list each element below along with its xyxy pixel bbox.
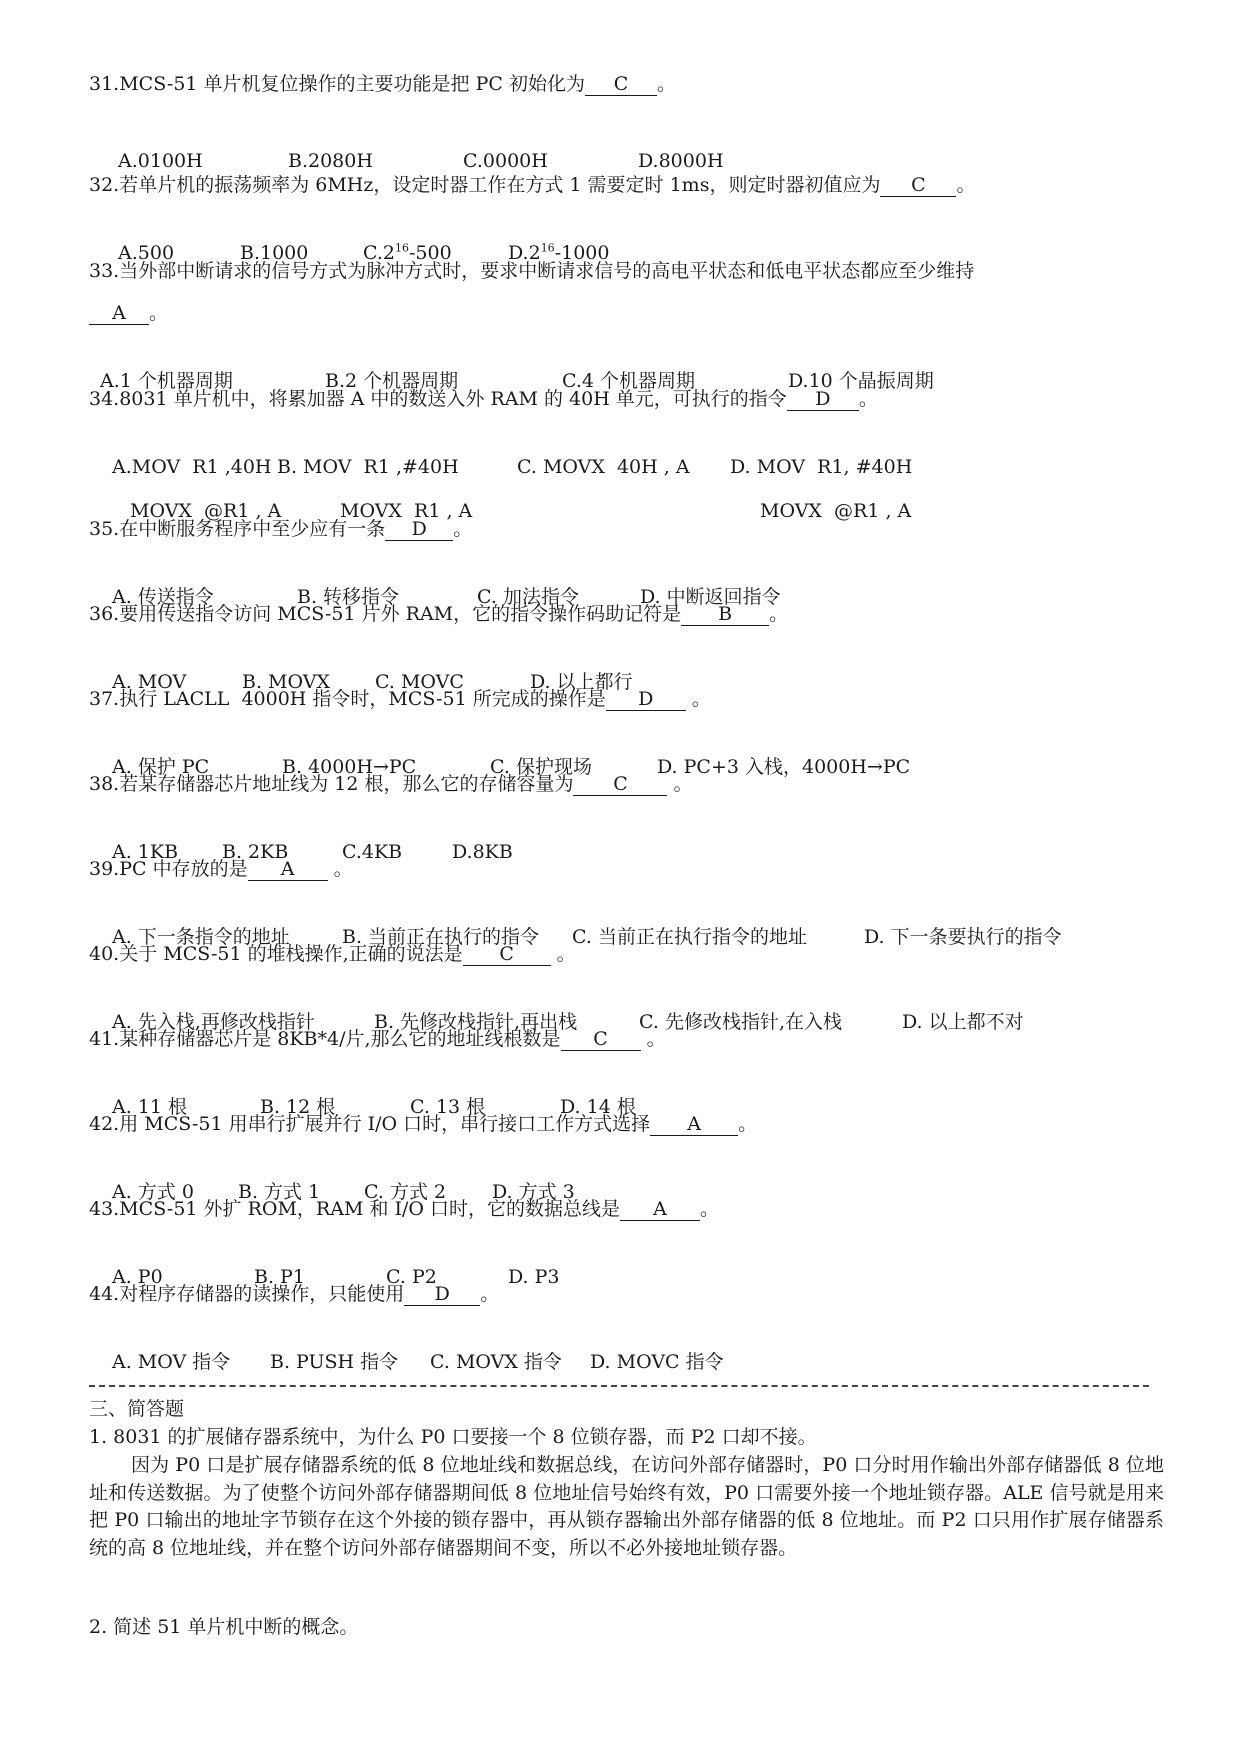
- question-36: 36.要用传送指令访问 MCS-51 片外 RAM，它的指令操作码助记符是 B 。: [89, 603, 789, 625]
- answer-blank: D: [404, 1283, 480, 1306]
- short-answer-question-1: 1. 8031 的扩展储存器系统中，为什么 P0 口要接一个 8 位锁存器，而 P2 口却不接。: [89, 1426, 817, 1448]
- options-34-line2: MOVX @R1 , A MOVX R1 , A MOVX @R1 , A: [130, 500, 912, 522]
- answer-blank: C: [880, 174, 956, 197]
- question-33: 33.当外部中断请求的信号方式为脉冲方式时，要求中断请求信号的高电平状态和低电平状态都应至少维持: [89, 260, 975, 282]
- options-40: A. 先入栈,再修改栈指针 B. 先修改栈指针,再出栈 C. 先修改栈指针,在入栈 D. 以上都不对: [112, 1011, 1024, 1033]
- question-38: 38.若某存储器芯片地址线为 12 根，那么它的存储容量为 C 。: [89, 773, 693, 795]
- options-44: A. MOV 指令 B. PUSH 指令 C. MOVX 指令 D. MOVC 指令: [112, 1351, 724, 1373]
- answer-blank: B: [681, 603, 769, 626]
- short-answer-question-2: 2. 简述 51 单片机中断的概念。: [89, 1616, 359, 1638]
- answer-blank: D: [385, 518, 453, 541]
- answer-blank: A: [89, 302, 149, 325]
- options-38: A. 1KB B. 2KB C.4KB D.8KB: [112, 841, 513, 863]
- answer-blank: C: [561, 1028, 641, 1051]
- answer-blank: A: [248, 858, 328, 881]
- options-42: A. 方式 0 B. 方式 1 C. 方式 2 D. 方式 3: [112, 1181, 575, 1203]
- question-31: 31.MCS-51 单片机复位操作的主要功能是把 PC 初始化为 C 。: [89, 73, 676, 95]
- question-39: 39.PC 中存放的是 A 。: [89, 858, 353, 880]
- answer-blank: A: [650, 1113, 738, 1136]
- question-40: 40.关于 MCS-51 的堆栈操作,正确的说法是 C 。: [89, 943, 576, 965]
- section-title: 三、简答题: [89, 1398, 185, 1420]
- answer-blank: D: [787, 388, 859, 411]
- question-43: 43.MCS-51 外扩 ROM，RAM 和 I/O 口时，它的数据总线是 A 。: [89, 1198, 720, 1220]
- question-42: 42.用 MCS-51 用串行扩展并行 I/O 口时，串行接口工作方式选择 A 。: [89, 1113, 758, 1135]
- options-34: A.MOV R1 ,40H B. MOV R1 ,#40H C. MOVX 40H , A D. MOV R1, #40H: [112, 456, 913, 478]
- options-43: A. P0 B. P1 C. P2 D. P3: [112, 1266, 560, 1288]
- question-41: 41.某种存储器芯片是 8KB*4/片,那么它的地址线根数是 C 。: [89, 1028, 666, 1050]
- options-37: A. 保护 PC B. 4000H→PC C. 保护现场 D. PC+3 入栈，4000H→PC: [112, 756, 911, 778]
- question-33-cont: A 。: [89, 300, 168, 326]
- options-31: A.0100H B.2080H C.0000H D.8000H: [118, 150, 724, 172]
- answer-blank: C: [585, 73, 657, 96]
- question-35: 35.在中断服务程序中至少应有一条 D 。: [89, 518, 473, 540]
- short-answer-answer-1: 因为 P0 口是扩展存储器系统的低 8 位地址线和数据总线，在访问外部存储器时，P0 口分时用作输出外部存储器低 8 位地址和传送数据。为了使整个访问外部存储器期间低 8 位地址信号始终有效，P0 口需要外接一个地址锁存器。ALE 信号就是用来把 P0 口输出的地址字节锁存在这个外接的锁存器中，再从锁存器输出外部存储器的低 8 位地址。而 P2 口只用作扩展存储器系统的高 8 位地址线，并在整个访问外部存储器期间不变，所以不必外接地址锁存器。: [89, 1454, 1164, 1559]
- answer-blank: C: [463, 943, 551, 966]
- options-32: A.500 B.1000 $C.2^{16}-500$ $D.2^{16}-1000$: [118, 241, 610, 264]
- answer-blank: A: [620, 1198, 700, 1221]
- answer-blank: C: [573, 773, 667, 796]
- question-32: 32.若单片机的振荡频率为 6MHz，设定时器工作在方式 1 需要定时 1ms，则定时器初值应为 C 。: [89, 174, 976, 196]
- options-35: A. 传送指令 B. 转移指令 C. 加法指令 D. 中断返回指令: [112, 586, 781, 608]
- question-34: 34.8031 单片机中，将累加器 A 中的数送入外 RAM 的 40H 单元，可执行的指令 D 。: [89, 388, 878, 410]
- options-33: A.1 个机器周期 B.2 个机器周期 C.4 个机器周期 D.10 个晶振周期: [100, 370, 934, 392]
- dashed-divider: [89, 1385, 1149, 1387]
- question-37: 37.执行 LACLL 4000H 指令时，MCS-51 所完成的操作是 D 。: [89, 688, 711, 710]
- question-44: 44.对程序存储器的读操作，只能使用 D 。: [89, 1283, 500, 1305]
- options-39: A. 下一条指令的地址 B. 当前正在执行的指令 C. 当前正在执行指令的地址 D. 下一条要执行的指令: [112, 926, 1062, 948]
- options-36: A. MOV B. MOVX C. MOVC D. 以上都行: [112, 671, 633, 693]
- answer-blank: D: [606, 688, 686, 711]
- options-41: A. 11 根 B. 12 根 C. 13 根 D. 14 根: [112, 1096, 636, 1118]
